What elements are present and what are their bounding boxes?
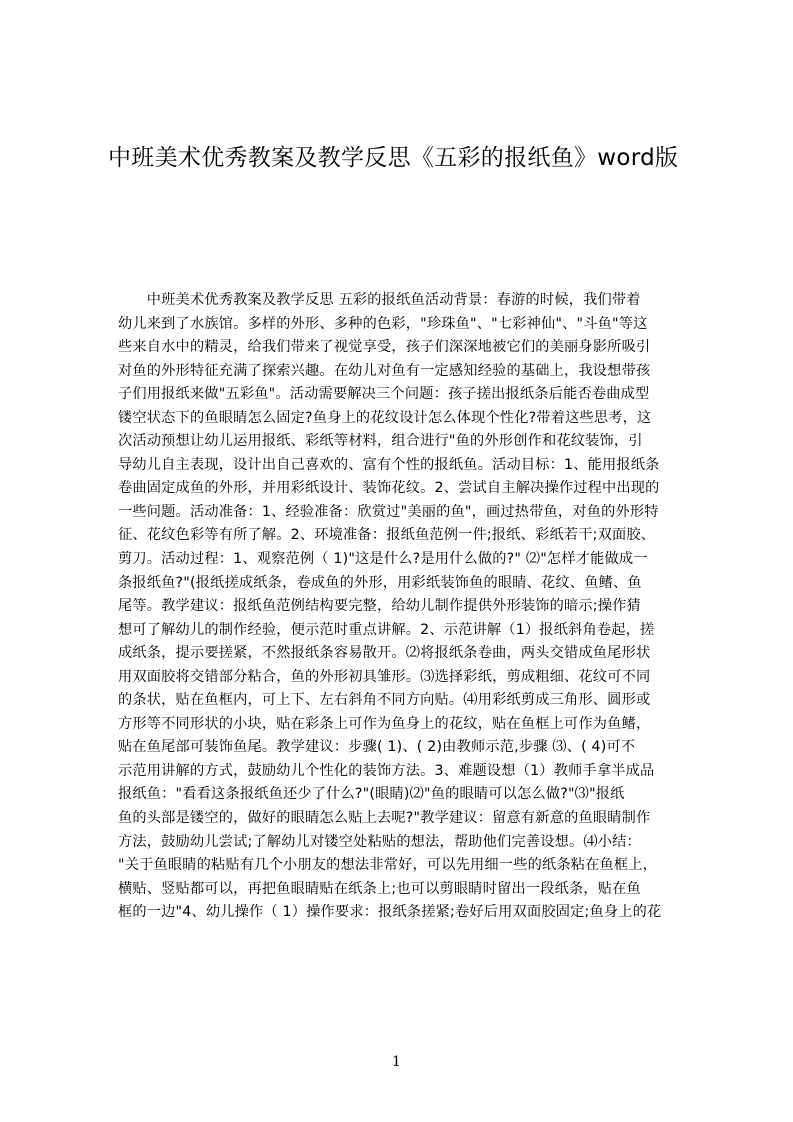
document-body <box>118 289 698 921</box>
body-line: 示范用讲解的方式，鼓励幼儿个性化的装饰方法。3、难题设想（1）教师手拿半成品 <box>118 762 655 779</box>
body-line: 框的一边"4、幼儿操作（ 1）操作要求：报纸条搓紧;卷好后用双面胶固定;鱼身上的花 <box>118 904 662 921</box>
body-line: 中班美术优秀教案及教学反思 五彩的报纸鱼活动背景：春游的时候，我们带着 <box>118 292 641 308</box>
body-line: 贴在鱼尾部可装饰鱼尾。教学建议：步骤( 1)、( 2)由教师示范,步骤 ⑶、( 4)可不 <box>118 739 636 756</box>
body-line: 幼儿来到了水族馆。多样的外形、多种的色彩，"珍珠鱼"、"七彩神仙"、"斗鱼"等这 <box>118 315 648 332</box>
body-line: 卷曲固定成鱼的外形，并用彩纸设计、装饰花纹。2、尝试自主解决操作过程中出现的 <box>118 480 660 497</box>
body-line: 条报纸鱼?"(报纸搓成纸条，卷成鱼的外形，用彩纸装饰鱼的眼睛、花纹、鱼鳍、鱼 <box>118 574 642 591</box>
body-line: 对鱼的外形特征充满了探索兴趣。在幼儿对鱼有一定感知经验的基础上，我设想带孩 <box>118 362 651 379</box>
body-line: 成纸条，提示要搓紧，不然报纸条容易散开。⑵将报纸条卷曲，两头交错成鱼尾形状 <box>118 645 651 662</box>
document-title: 中班美术优秀教案及教学反思《五彩的报纸鱼》word版 <box>108 145 679 171</box>
body-line: 一些问题。活动准备：1、经验准备：欣赏过"美丽的鱼"，画过热带鱼，对鱼的外形特 <box>118 503 659 520</box>
body-line: 横贴、竖贴都可以，再把鱼眼睛贴在纸条上;也可以剪眼睛时留出一段纸条，贴在鱼 <box>118 880 641 897</box>
body-line: 子们用报纸来做"五彩鱼"。活动需要解决三个问题：孩子搓出报纸条后能否卷曲成型 <box>118 386 650 403</box>
page-number: 1 <box>392 1054 401 1070</box>
body-line: "关于鱼眼睛的粘贴有几个小朋友的想法非常好，可以先用细一些的纸条粘在鱼框上， <box>118 857 658 874</box>
body-line: 尾等。教学建议：报纸鱼范例结构要完整，给幼儿制作提供外形装饰的暗示;操作猜 <box>118 598 641 615</box>
body-line: 报纸鱼："看看这条报纸鱼还少了什么?"(眼睛)⑵"鱼的眼睛可以怎么做?"⑶"报纸 <box>118 786 625 803</box>
body-line: 剪刀。活动过程：1、观察范例（ 1)"这是什么?是用什么做的?" ⑵"怎样才能做成一 <box>118 551 648 568</box>
body-line: 征、花纹色彩等有所了解。2、环境准备：报纸鱼范例一件;报纸、彩纸若干;双面胶、 <box>118 527 656 544</box>
body-line: 方形等不同形状的小块，贴在彩条上可作为鱼身上的花纹，贴在鱼框上可作为鱼鳍， <box>118 715 651 732</box>
body-line: 方法，鼓励幼儿尝试;了解幼儿对镂空处粘贴的想法，帮助他们完善设想。⑷小结： <box>118 833 641 850</box>
body-line: 鱼的头部是镂空的，做好的眼睛怎么贴上去呢?"教学建议：留意有新意的鱼眼睛制作 <box>118 810 651 827</box>
body-line: 次活动预想让幼儿运用报纸、彩纸等材料，组合进行"鱼的外形创作和花纹装饰，引 <box>118 433 643 450</box>
body-line: 导幼儿自主表现，设计出自己喜欢的、富有个性的报纸鱼。活动目标：1、能用报纸条 <box>118 456 660 473</box>
body-line: 的条状，贴在鱼框内，可上下、左右斜角不同方向贴。⑷用彩纸剪成三角形、圆形或 <box>118 692 651 709</box>
body-line: 用双面胶将交错部分粘合，鱼的外形初具雏形。⑶选择彩纸，剪成粗细、花纹可不同 <box>118 668 651 685</box>
body-line: 镂空状态下的鱼眼睛怎么固定?鱼身上的花纹设计怎么体现个性化?带着这些思考，这 <box>118 409 652 426</box>
body-line: 些来自水中的精灵，给我们带来了视觉享受，孩子们深深地被它们的美丽身影所吸引 <box>118 339 651 356</box>
body-line: 想可了解幼儿的制作经验，便示范时重点讲解。2、示范讲解（1）报纸斜角卷起，搓 <box>118 621 655 638</box>
